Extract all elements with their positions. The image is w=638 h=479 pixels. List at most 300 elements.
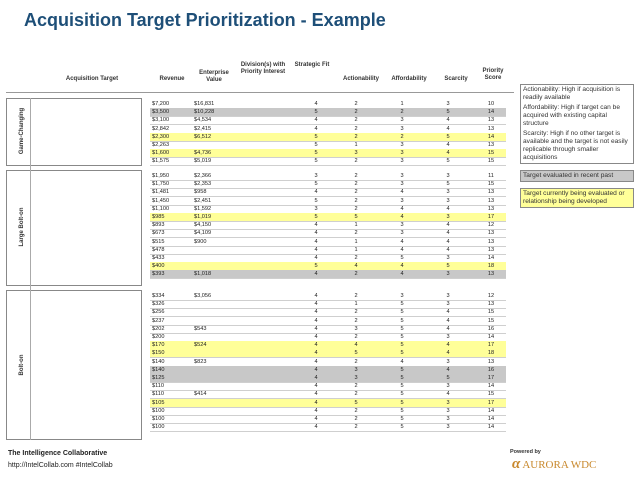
revenue-cell: $893 — [152, 222, 165, 229]
actionability-cell: 2 — [354, 416, 358, 422]
priority-score-cell: 13 — [487, 246, 495, 253]
priority-score-cell: 13 — [487, 358, 495, 365]
priority-score-cell: 17 — [487, 399, 495, 406]
priority-score-cell: 14 — [487, 133, 495, 140]
ev-cell: $823 — [194, 358, 207, 365]
table-row — [150, 423, 506, 431]
priority-score-cell: 13 — [487, 142, 495, 148]
priority-score-cell: 13 — [487, 301, 495, 308]
table-row — [150, 133, 506, 141]
priority-score-cell: 17 — [487, 375, 495, 381]
scarcity-cell: 4 — [446, 222, 450, 229]
affordability-cell: 5 — [400, 416, 404, 422]
affordability-cell: 5 — [400, 325, 404, 332]
scarcity-cell: 4 — [446, 205, 450, 212]
header-priority-score: Priority Score — [482, 68, 504, 81]
revenue-cell: $105 — [152, 399, 165, 406]
scarcity-cell: 5 — [446, 133, 450, 140]
table-row — [150, 157, 506, 165]
strategic-fit-cell: 4 — [314, 342, 318, 349]
revenue-cell: $393 — [152, 271, 165, 278]
affordability-cell: 5 — [400, 342, 404, 349]
ev-cell: $1,019 — [194, 214, 212, 220]
header-affordability: Affordability — [391, 76, 427, 82]
header-acquisition-target: Acquisition Target — [65, 76, 119, 82]
priority-score-cell: 15 — [487, 158, 495, 165]
scarcity-cell: 4 — [446, 125, 450, 132]
header-revenue: Revenue — [159, 76, 185, 82]
scarcity-cell: 4 — [446, 238, 450, 245]
strategic-fit-cell: 4 — [314, 238, 318, 245]
revenue-cell: $3,500 — [152, 109, 170, 116]
affordability-cell: 3 — [400, 173, 404, 179]
affordability-cell: 5 — [400, 375, 404, 381]
table-row — [150, 390, 506, 398]
ev-cell: $2,415 — [194, 125, 212, 132]
affordability-cell: 3 — [400, 181, 404, 188]
affordability-cell: 3 — [400, 125, 404, 132]
revenue-cell: $1,600 — [152, 150, 170, 157]
strategic-fit-cell: 4 — [314, 407, 318, 414]
table-row — [150, 221, 506, 229]
revenue-cell: $1,450 — [152, 197, 170, 204]
strategic-fit-cell: 5 — [314, 142, 318, 148]
ev-cell: $4,534 — [194, 117, 212, 124]
scarcity-cell: 4 — [446, 230, 450, 237]
priority-score-cell: 15 — [487, 309, 495, 316]
affordability-cell: 4 — [400, 214, 404, 220]
ev-cell: $2,366 — [194, 173, 212, 179]
affordability-cell: 4 — [400, 238, 404, 245]
table-row — [150, 270, 506, 278]
affordability-cell: 3 — [400, 293, 404, 299]
table-row — [150, 108, 506, 116]
revenue-cell: $433 — [152, 255, 165, 261]
affordability-cell: 5 — [400, 309, 404, 316]
strategic-fit-cell: 4 — [314, 366, 318, 373]
actionability-cell: 2 — [354, 109, 358, 116]
actionability-cell: 2 — [354, 181, 358, 188]
actionability-cell: 2 — [354, 133, 358, 140]
powered-by: Powered by — [510, 449, 541, 455]
scarcity-cell: 4 — [446, 391, 450, 398]
strategic-fit-cell: 4 — [314, 101, 318, 107]
ev-cell: $10,228 — [194, 109, 215, 116]
scarcity-cell: 3 — [446, 416, 450, 422]
scarcity-cell: 4 — [446, 317, 450, 324]
affordability-cell: 5 — [400, 301, 404, 308]
strategic-fit-cell: 4 — [314, 317, 318, 324]
ev-cell: $4,150 — [194, 222, 212, 229]
strategic-fit-cell: 5 — [314, 263, 318, 270]
ev-cell: $4,109 — [194, 230, 212, 237]
priority-score-cell: 16 — [487, 366, 495, 373]
table-row — [150, 333, 506, 341]
revenue-cell: $200 — [152, 334, 165, 340]
ev-cell: $2,353 — [194, 181, 212, 188]
affordability-cell: 3 — [400, 150, 404, 157]
strategic-fit-cell: 4 — [314, 350, 318, 357]
revenue-cell: $2,263 — [152, 142, 170, 148]
actionability-cell: 2 — [354, 101, 358, 107]
strategic-fit-cell: 5 — [314, 150, 318, 157]
legend-scarcity: Scarcity: High if no other target is available and the target is not easily replicable through smaller acquisitions — [523, 130, 628, 161]
actionability-cell: 2 — [354, 391, 358, 398]
table-row — [150, 308, 506, 316]
affordability-cell: 3 — [400, 142, 404, 148]
table-row — [150, 205, 506, 213]
priority-score-cell: 17 — [487, 214, 495, 220]
actionability-cell: 2 — [354, 317, 358, 324]
table-row — [150, 125, 506, 133]
affordability-cell: 5 — [400, 424, 404, 431]
revenue-cell: $100 — [152, 407, 165, 414]
strategic-fit-cell: 4 — [314, 222, 318, 229]
legend-yellow-key: Target currently being evaluated or relationship being developed — [520, 188, 634, 208]
strategic-fit-cell: 4 — [314, 391, 318, 398]
table-row — [150, 349, 506, 357]
strategic-fit-cell: 4 — [314, 255, 318, 261]
segment-box-game-changing — [6, 98, 142, 166]
priority-score-cell: 12 — [487, 222, 495, 229]
scarcity-cell: 4 — [446, 150, 450, 157]
actionability-cell: 4 — [354, 263, 358, 270]
ev-cell: $2,451 — [194, 197, 212, 204]
segment-label-game-changing: Game-Changing — [19, 107, 25, 155]
priority-score-cell: 15 — [487, 150, 495, 157]
affordability-cell: 2 — [400, 109, 404, 116]
revenue-cell: $170 — [152, 342, 165, 349]
ev-cell: $6,512 — [194, 133, 212, 140]
table-row — [150, 254, 506, 262]
alpha-logo-icon: α — [512, 456, 521, 472]
strategic-fit-cell: 4 — [314, 399, 318, 406]
table-row — [150, 197, 506, 205]
strategic-fit-cell: 4 — [314, 334, 318, 340]
revenue-cell: $125 — [152, 375, 165, 381]
ev-cell: $958 — [194, 189, 207, 196]
table-row — [150, 100, 506, 108]
revenue-cell: $100 — [152, 424, 165, 431]
table-row — [150, 374, 506, 382]
table-row — [150, 399, 506, 407]
ev-cell: $414 — [194, 391, 207, 398]
priority-score-cell: 13 — [487, 205, 495, 212]
priority-score-cell: 15 — [487, 391, 495, 398]
affordability-cell: 4 — [400, 263, 404, 270]
actionability-cell: 2 — [354, 230, 358, 237]
priority-score-cell: 14 — [487, 334, 495, 340]
scarcity-cell: 4 — [446, 246, 450, 253]
priority-score-cell: 14 — [487, 424, 495, 431]
scarcity-cell: 5 — [446, 181, 450, 188]
strategic-fit-cell: 4 — [314, 117, 318, 124]
strategic-fit-cell: 3 — [314, 173, 318, 179]
actionability-cell: 3 — [354, 150, 358, 157]
priority-score-cell: 16 — [487, 325, 495, 332]
segment-box-bolt-on — [6, 290, 142, 440]
strategic-fit-cell: 4 — [314, 325, 318, 332]
row-divider — [150, 278, 506, 279]
ev-cell: $5,019 — [194, 158, 212, 165]
ev-cell: $524 — [194, 342, 207, 349]
priority-score-cell: 14 — [487, 416, 495, 422]
actionability-cell: 2 — [354, 358, 358, 365]
affordability-cell: 3 — [400, 222, 404, 229]
affordability-cell: 4 — [400, 271, 404, 278]
affordability-cell: 5 — [400, 383, 404, 390]
table-row — [150, 141, 506, 149]
scarcity-cell: 4 — [446, 142, 450, 148]
strategic-fit-cell: 4 — [314, 125, 318, 132]
revenue-cell: $478 — [152, 246, 165, 253]
priority-score-cell: 12 — [487, 293, 495, 299]
header-strategic-fit: Strategic Fit — [294, 62, 330, 68]
page-title: Acquisition Target Prioritization - Example — [24, 10, 386, 30]
actionability-cell: 2 — [354, 255, 358, 261]
priority-score-cell: 18 — [487, 263, 495, 270]
revenue-cell: $334 — [152, 293, 165, 299]
scarcity-cell: 3 — [446, 293, 450, 299]
ev-cell: $16,831 — [194, 101, 215, 107]
actionability-cell: 3 — [354, 325, 358, 332]
scarcity-cell: 5 — [446, 109, 450, 116]
revenue-cell: $985 — [152, 214, 165, 220]
strategic-fit-cell: 4 — [314, 301, 318, 308]
legend-actionability: Actionability: High if acquisition is readily available — [523, 86, 621, 101]
actionability-cell: 1 — [354, 222, 358, 229]
strategic-fit-cell: 4 — [314, 189, 318, 196]
segment-label-large-bolt-on: Large Bolt-on — [19, 207, 25, 247]
revenue-cell: $1,950 — [152, 173, 170, 179]
priority-score-cell: 14 — [487, 255, 495, 261]
revenue-cell: $140 — [152, 366, 165, 373]
affordability-cell: 3 — [400, 230, 404, 237]
header-scarcity: Scarcity — [444, 76, 468, 82]
actionability-cell: 2 — [354, 197, 358, 204]
scarcity-cell: 3 — [446, 101, 450, 107]
scarcity-cell: 5 — [446, 375, 450, 381]
affordability-cell: 4 — [400, 358, 404, 365]
actionability-cell: 2 — [354, 407, 358, 414]
header-actionability: Actionability — [342, 76, 379, 82]
ev-cell: $543 — [194, 325, 207, 332]
strategic-fit-cell: 4 — [314, 383, 318, 390]
affordability-cell: 4 — [400, 205, 404, 212]
affordability-cell: 3 — [400, 158, 404, 165]
table-row — [150, 180, 506, 188]
actionability-cell: 3 — [354, 366, 358, 373]
revenue-cell: $2,842 — [152, 125, 170, 132]
scarcity-cell: 4 — [446, 309, 450, 316]
scarcity-cell: 4 — [446, 350, 450, 357]
priority-score-cell: 13 — [487, 238, 495, 245]
actionability-cell: 2 — [354, 309, 358, 316]
priority-score-cell: 18 — [487, 350, 495, 357]
actionability-cell: 1 — [354, 301, 358, 308]
table-row — [150, 325, 506, 333]
revenue-cell: $2,300 — [152, 133, 170, 140]
priority-score-cell: 13 — [487, 230, 495, 237]
priority-score-cell: 17 — [487, 342, 495, 349]
scarcity-cell: 3 — [446, 424, 450, 431]
affordability-cell: 5 — [400, 366, 404, 373]
affordability-cell: 3 — [400, 197, 404, 204]
ev-cell: $4,736 — [194, 150, 212, 157]
table-row — [150, 213, 506, 221]
footer-org: The Intelligence Collaborative — [8, 450, 108, 457]
ev-cell: $900 — [194, 238, 207, 245]
actionability-cell: 1 — [354, 238, 358, 245]
header-division: Division(s) with Priority Interest — [240, 62, 286, 75]
row-divider — [150, 431, 506, 432]
scarcity-cell: 5 — [446, 158, 450, 165]
table-row — [150, 229, 506, 237]
strategic-fit-cell: 5 — [314, 197, 318, 204]
table-row — [150, 238, 506, 246]
strategic-fit-cell: 5 — [314, 133, 318, 140]
table-row — [150, 172, 506, 180]
strategic-fit-cell: 5 — [314, 214, 318, 220]
priority-score-cell: 13 — [487, 117, 495, 124]
actionability-cell: 2 — [354, 334, 358, 340]
affordability-cell: 4 — [400, 246, 404, 253]
priority-score-cell: 14 — [487, 383, 495, 390]
revenue-cell: $326 — [152, 301, 165, 308]
table-row — [150, 149, 506, 157]
strategic-fit-cell: 4 — [314, 246, 318, 253]
table-row — [150, 341, 506, 349]
strategic-fit-cell: 4 — [314, 358, 318, 365]
scarcity-cell: 3 — [446, 255, 450, 261]
actionability-cell: 2 — [354, 117, 358, 124]
revenue-cell: $1,481 — [152, 189, 170, 196]
strategic-fit-cell: 4 — [314, 424, 318, 431]
segment-label-bolt-on: Bolt-on — [19, 354, 25, 376]
priority-score-cell: 13 — [487, 197, 495, 204]
revenue-cell: $1,750 — [152, 181, 170, 188]
scarcity-cell: 3 — [446, 173, 450, 179]
affordability-cell: 5 — [400, 334, 404, 340]
priority-score-cell: 10 — [487, 101, 495, 107]
scarcity-cell: 4 — [446, 342, 450, 349]
actionability-cell: 2 — [354, 189, 358, 196]
footer-url: http://IntelCollab.com #IntelCollab — [8, 462, 113, 469]
affordability-cell: 3 — [400, 117, 404, 124]
table-row — [150, 116, 506, 124]
strategic-fit-cell: 4 — [314, 375, 318, 381]
strategic-fit-cell: 4 — [314, 416, 318, 422]
ev-cell: $3,056 — [194, 293, 212, 299]
revenue-cell: $1,100 — [152, 205, 170, 212]
actionability-cell: 5 — [354, 350, 358, 357]
segment-box-large-bolt-on — [6, 170, 142, 286]
affordability-cell: 4 — [400, 189, 404, 196]
actionability-cell: 4 — [354, 342, 358, 349]
ev-cell: $1,592 — [194, 205, 212, 212]
affordability-cell: 5 — [400, 317, 404, 324]
legend-panel — [520, 84, 634, 208]
priority-score-cell: 13 — [487, 125, 495, 132]
strategic-fit-cell: 4 — [314, 271, 318, 278]
priority-score-cell: 13 — [487, 189, 495, 196]
revenue-cell: $400 — [152, 263, 165, 270]
scarcity-cell: 4 — [446, 117, 450, 124]
revenue-cell: $110 — [152, 391, 165, 398]
revenue-cell: $202 — [152, 325, 165, 332]
actionability-cell: 2 — [354, 293, 358, 299]
table-row — [150, 188, 506, 196]
table-row — [150, 407, 506, 415]
priority-score-cell: 15 — [487, 317, 495, 324]
header-enterprise-value: Enterprise Value — [199, 70, 229, 83]
affordability-cell: 5 — [400, 350, 404, 357]
affordability-cell: 5 — [400, 255, 404, 261]
scarcity-cell: 3 — [446, 399, 450, 406]
table-row — [150, 317, 506, 325]
strategic-fit-cell: 3 — [314, 205, 318, 212]
actionability-cell: 2 — [354, 158, 358, 165]
legend-definitions — [520, 84, 634, 164]
revenue-cell: $256 — [152, 309, 165, 316]
aurora-logo — [512, 456, 596, 473]
scarcity-cell: 3 — [446, 383, 450, 390]
actionability-cell: 2 — [354, 383, 358, 390]
strategic-fit-cell: 5 — [314, 181, 318, 188]
scarcity-cell: 3 — [446, 334, 450, 340]
actionability-cell: 2 — [354, 271, 358, 278]
table-row — [150, 246, 506, 254]
scarcity-cell: 5 — [446, 263, 450, 270]
revenue-cell: $1,575 — [152, 158, 170, 165]
logo-text: AURORA WDC — [522, 459, 597, 471]
affordability-cell: 5 — [400, 399, 404, 406]
revenue-cell: $110 — [152, 383, 165, 390]
scarcity-cell: 3 — [446, 214, 450, 220]
scarcity-cell: 4 — [446, 325, 450, 332]
priority-score-cell: 11 — [488, 173, 494, 179]
actionability-cell: 5 — [354, 399, 358, 406]
actionability-cell: 2 — [354, 125, 358, 132]
revenue-cell: $150 — [152, 350, 165, 357]
ev-cell: $1,018 — [194, 271, 212, 278]
priority-score-cell: 15 — [487, 181, 495, 188]
strategic-fit-cell: 5 — [314, 158, 318, 165]
actionability-cell: 3 — [354, 375, 358, 381]
table-row — [150, 358, 506, 366]
actionability-cell: 1 — [354, 246, 358, 253]
affordability-cell: 5 — [400, 391, 404, 398]
table-row — [150, 262, 506, 270]
revenue-cell: $673 — [152, 230, 165, 237]
actionability-cell: 1 — [354, 142, 358, 148]
revenue-cell: $7,200 — [152, 101, 170, 107]
table-row — [150, 382, 506, 390]
actionability-cell: 5 — [354, 214, 358, 220]
actionability-cell: 2 — [354, 424, 358, 431]
scarcity-cell: 3 — [446, 301, 450, 308]
table-row — [150, 366, 506, 374]
legend-affordability: Affordability: High if target can be acquired with existing capital structure — [523, 104, 621, 127]
table-row — [150, 292, 506, 300]
header-divider — [6, 92, 514, 93]
table-row — [150, 415, 506, 423]
legend-gray-key: Target evaluated in recent past — [520, 170, 634, 182]
affordability-cell: 2 — [400, 133, 404, 140]
scarcity-cell: 3 — [446, 197, 450, 204]
priority-score-cell: 14 — [487, 407, 495, 414]
scarcity-cell: 3 — [446, 271, 450, 278]
